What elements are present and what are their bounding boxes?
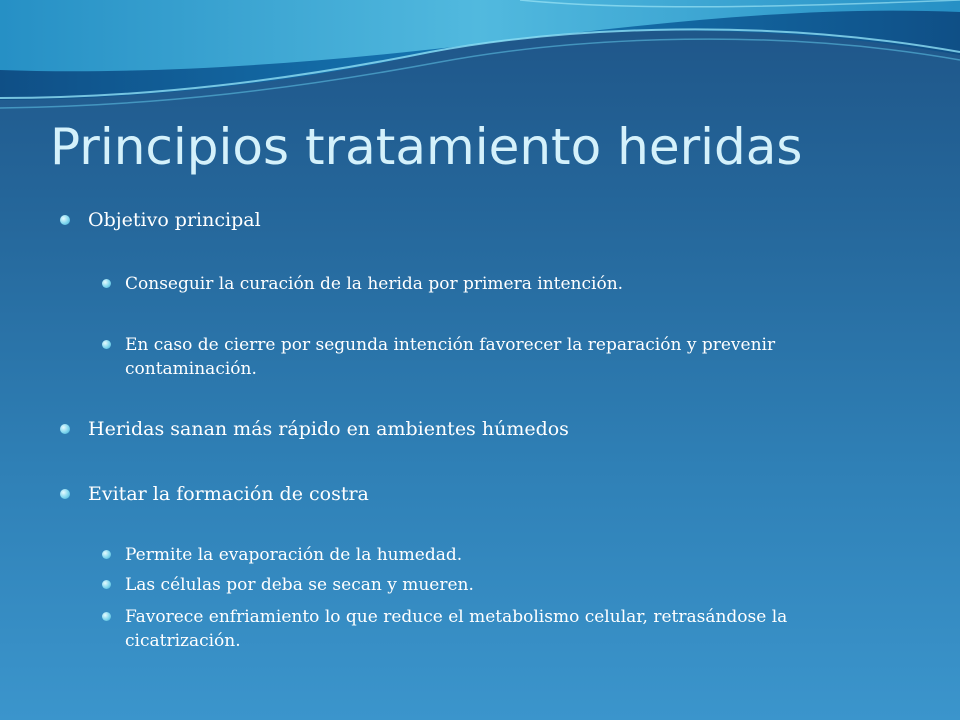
- bullet-text: Favorece enfriamiento lo que reduce el metabolismo celular, retrasándose la cicatrización.: [125, 607, 788, 651]
- sub-bullet-item: [125, 573, 865, 597]
- bullet-text: Conseguir la curación de la herida por primera intención.: [125, 274, 624, 294]
- slide-title: Principios tratamiento heridas: [50, 118, 803, 176]
- bullet-text: Evitar la formación de costra: [88, 483, 369, 505]
- bullet-item: [88, 208, 261, 232]
- bullet-icon: [102, 612, 111, 621]
- bullet-icon: [60, 489, 70, 499]
- bullet-text: En caso de cierre por segunda intención favorecer la reparación y prevenir contaminación.: [125, 335, 776, 379]
- sub-bullet-item: [125, 543, 865, 567]
- bullet-icon: [102, 340, 111, 349]
- bullet-icon: [102, 580, 111, 589]
- sub-bullet-item: [125, 272, 865, 296]
- bullet-text: Las células por deba se secan y mueren.: [125, 575, 474, 595]
- bullet-text: Heridas sanan más rápido en ambientes húmedos: [88, 418, 569, 440]
- bullet-icon: [102, 279, 111, 288]
- bullet-icon: [60, 424, 70, 434]
- bullet-text: Permite la evaporación de la humedad.: [125, 545, 463, 565]
- bullet-icon: [102, 550, 111, 559]
- sub-bullet-item: [125, 333, 865, 381]
- sub-bullet-item: [125, 605, 865, 653]
- bullet-icon: [60, 215, 70, 225]
- bullet-item: [88, 417, 569, 441]
- bullet-text: Objetivo principal: [88, 209, 261, 231]
- bullet-item: [88, 482, 369, 506]
